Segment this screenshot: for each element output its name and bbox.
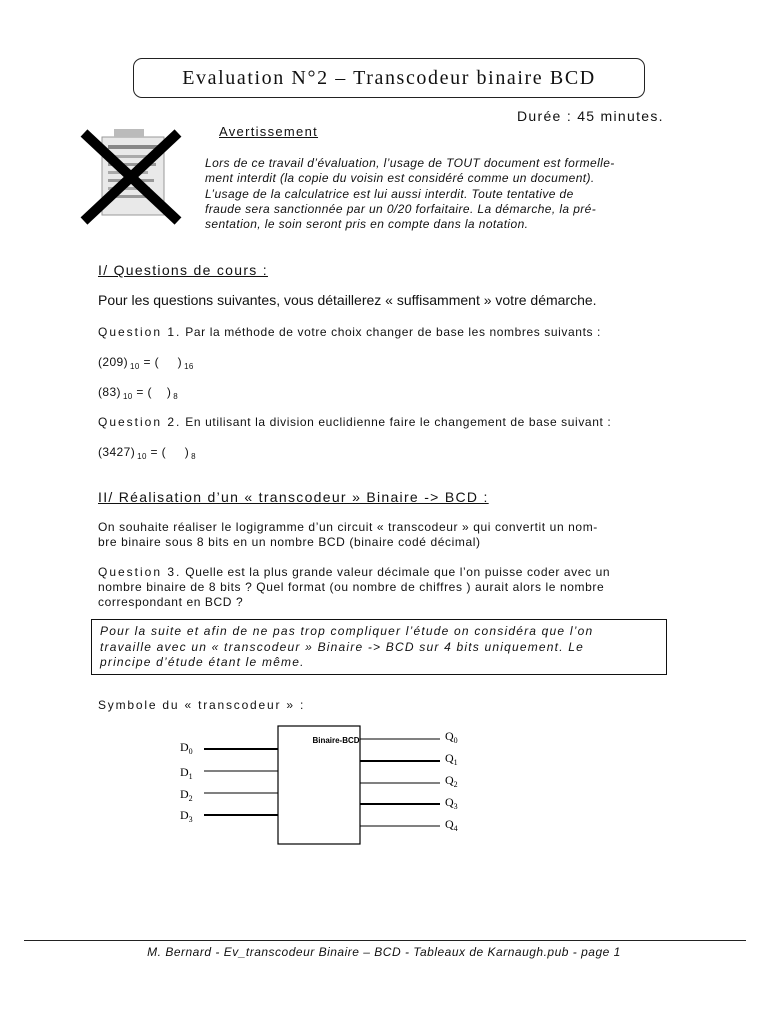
note-line: principe d’étude étant le même. — [100, 655, 305, 669]
question-1-label: Question 1. — [98, 325, 182, 339]
question-3-line: nombre binaire de 8 bits ? Quel format (ou nombre de chiffres ) aurait alors le nombre — [98, 580, 605, 594]
question-2 — [98, 415, 611, 430]
question-2-label: Question 2. — [98, 415, 182, 429]
question-1-text: Par la méthode de votre choix changer de base les nombres suivants : — [181, 325, 601, 339]
section-2-title: II/ Réalisation d’un « transcodeur » Binaire -> BCD : — [98, 489, 489, 505]
base: 10 — [122, 392, 133, 401]
warning-text — [205, 156, 660, 232]
warning-line: fraude sera sanctionnée par un 0/20 forfaitaire. La démarche, la pré- — [205, 201, 597, 216]
base: 10 — [137, 452, 147, 461]
equals: = ( ) — [132, 385, 172, 399]
base: 16 — [184, 362, 194, 371]
page-title-box — [133, 58, 645, 98]
warning-line: ment interdit (la copie du voisin est considéré comme un document). — [205, 171, 595, 186]
output-label-q2: $Q_2$ — [445, 773, 458, 789]
output-label-q0: $Q_0$ — [445, 729, 458, 745]
intro-line: On souhaite réaliser le logigramme d’un circuit « transcodeur » qui convertit un nom- — [98, 520, 598, 534]
number: (3427) — [98, 445, 136, 459]
input-label-d3: $D_3$ — [180, 808, 193, 824]
output-label-q4: $Q_4$ — [445, 817, 458, 833]
intro-line: bre binaire sous 8 bits en un nombre BCD (binaire codé décimal) — [98, 535, 481, 549]
question-3-label: Question 3. — [98, 565, 182, 579]
question-3 — [98, 565, 610, 610]
no-documents-icon — [78, 127, 184, 225]
section-1-title: I/ Questions de cours : — [98, 262, 268, 278]
input-label-d0: $D_0$ — [180, 740, 193, 756]
warning-line: sentation, le soin seront pris en compte dans la notation. — [205, 217, 529, 232]
symbol-label: Symbole du « transcodeur » : — [98, 698, 306, 712]
base: 8 — [173, 392, 179, 401]
warning-title: Avertissement — [219, 124, 319, 139]
note-box — [91, 619, 667, 675]
output-label-q1: $Q_1$ — [445, 751, 458, 767]
number: (209) — [98, 355, 129, 369]
warning-line: L’usage de la calculatrice est lui aussi interdit. Toute tentative de — [205, 186, 574, 201]
base: 10 — [130, 362, 140, 371]
footer-divider — [24, 940, 746, 941]
transcoder-symbol — [160, 720, 480, 850]
input-label-d2: $D_2$ — [180, 787, 193, 803]
question-3-line: Quelle est la plus grande valeur décimale que l’on puisse coder avec un — [181, 565, 611, 579]
section-1-intro: Pour les questions suivantes, vous détaillerez « suffisamment » votre démarche. — [98, 292, 597, 308]
question-3-line: correspondant en BCD ? — [98, 595, 244, 609]
number: (83) — [98, 385, 121, 399]
conversion-209 — [98, 355, 194, 371]
note-line: Pour la suite et afin de ne pas trop compliquer l’étude on considéra que l’on — [100, 624, 594, 638]
footer: M. Bernard - Ev_transcodeur Binaire – BCD - Tableaux de Karnaugh.pub - page 1 — [147, 945, 621, 959]
duration: Durée : 45 minutes. — [517, 108, 664, 124]
conversion-83 — [98, 385, 178, 401]
question-2-text: En utilisant la division euclidienne faire le changement de base suivant : — [181, 415, 612, 429]
page-title: Evaluation N°2 – Transcodeur binaire BCD — [182, 66, 596, 89]
output-label-q3: $Q_3$ — [445, 795, 458, 811]
section-2-intro — [98, 520, 598, 550]
base: 8 — [191, 452, 196, 461]
conversion-3427 — [98, 445, 196, 461]
warning-line: Lors de ce travail d’évaluation, l’usage de TOUT document est formelle- — [205, 156, 615, 170]
question-1 — [98, 325, 601, 340]
transcoder-block-label: Binaire-BCD — [312, 736, 360, 745]
note-line: travaille avec un « transcodeur » Binaire -> BCD sur 4 bits uniquement. Le — [100, 639, 585, 654]
equals: = ( ) — [139, 355, 183, 369]
equals: = ( ) — [146, 445, 190, 459]
input-label-d1: $D_1$ — [180, 765, 193, 781]
